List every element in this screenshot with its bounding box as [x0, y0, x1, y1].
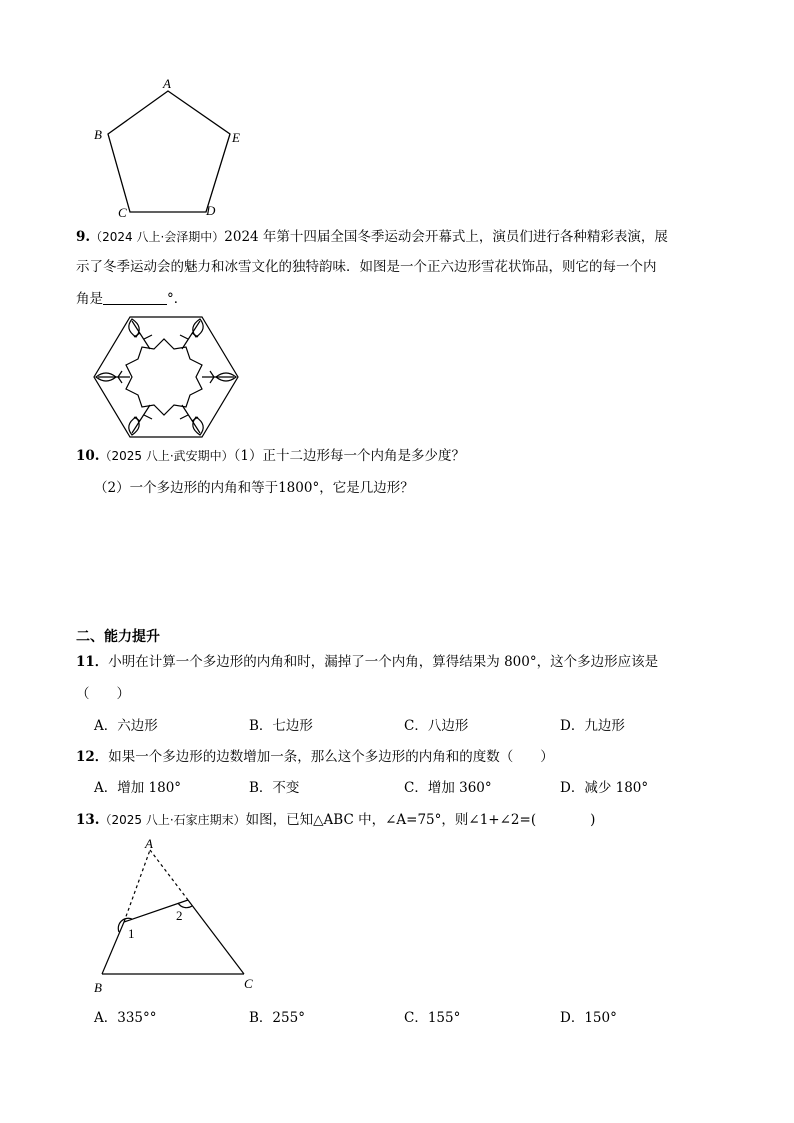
q9-line2 — [76, 257, 657, 277]
q10-part2: （2）一个多边形的内角和等于1800°，它是几边形？ — [94, 480, 414, 496]
q9-line1 — [76, 227, 668, 247]
q9-source: （2024 八上·会泽期中） — [90, 230, 225, 244]
q12-option-c[interactable]: C．增加 360° — [404, 780, 492, 796]
angle-2-arc — [178, 903, 192, 908]
q12-option-a[interactable]: A．增加 180° — [94, 780, 182, 796]
q13-number: 13. — [76, 812, 100, 828]
q13-option-a[interactable]: A．335°° — [94, 1010, 157, 1026]
q11-option-a[interactable]: A．六边形 — [94, 718, 158, 734]
side-bd — [102, 922, 124, 974]
q10-line1 — [76, 446, 465, 466]
label-C: C — [118, 205, 127, 220]
q12-line — [76, 747, 554, 767]
q11-option-d[interactable]: D．九边形 — [560, 718, 625, 734]
answer-blank — [103, 290, 167, 305]
label-E: E — [232, 130, 240, 145]
leaf-bottom-right — [180, 405, 203, 435]
angle-2-label: 2 — [176, 908, 183, 923]
q10-source: （2025 八上·武安期中） — [99, 449, 234, 463]
label-A: A — [163, 76, 171, 91]
dashed-ad — [124, 850, 150, 922]
q13-option-c[interactable]: C．155° — [404, 1010, 461, 1026]
q12-number: 12． — [76, 749, 109, 765]
q11-option-b[interactable]: B．七边形 — [249, 718, 313, 734]
q11-line1 — [76, 652, 658, 672]
star-outline — [126, 339, 202, 415]
q13-option-d[interactable]: D．150° — [560, 1010, 617, 1026]
leaf-bottom-left — [129, 405, 152, 435]
snowflake-hexagon-figure — [92, 313, 240, 441]
side-ec — [188, 900, 244, 974]
q9-text3-pre: 角是 — [76, 291, 103, 307]
q13-text: 如图，已知△ABC 中，∠A=75°，则∠1+∠2=( ) — [245, 812, 596, 828]
triangle-figure — [88, 836, 268, 1000]
q9-text2: 示了冬季运动会的魅力和冰雪文化的独特韵味．如图是一个正六边形雪花状饰品，则它的每一个内 — [76, 259, 657, 275]
q13-line — [76, 810, 595, 830]
q9-text3-post: °． — [167, 291, 188, 307]
q13-source: （2025 八上·石家庄期末） — [99, 813, 246, 827]
q11-text2: （ ） — [76, 686, 130, 702]
leaf-right — [202, 371, 236, 383]
q13-option-b[interactable]: B．255° — [249, 1010, 305, 1026]
label-B: B — [94, 980, 102, 995]
leaf-top-right — [180, 319, 203, 349]
label-B: B — [94, 127, 102, 142]
q10-number: 10. — [76, 448, 100, 464]
dashed-ae — [150, 850, 188, 900]
q9-number: 9. — [76, 229, 91, 245]
leaf-top-left — [129, 319, 152, 349]
q10-part1: （1）正十二边形每一个内角是多少度？ — [233, 448, 466, 464]
q11-number: 11． — [76, 654, 109, 670]
pentagon-shape — [108, 91, 230, 212]
q9-text1: 2024 年第十四届全国冬季运动会开幕式上，演员们进行各种精彩表演，展 — [224, 229, 668, 245]
label-A: A — [145, 836, 153, 851]
label-D: D — [206, 203, 216, 218]
q9-line3 — [76, 289, 187, 309]
angle-1-label: 1 — [128, 926, 135, 941]
q11-option-c[interactable]: C．八边形 — [404, 718, 469, 734]
pentagon-figure — [88, 76, 258, 221]
q12-text: 如果一个多边形的边数增加一条，那么这个多边形的内角和的度数（ ） — [108, 749, 554, 765]
label-C: C — [244, 976, 253, 991]
q12-option-d[interactable]: D．减少 180° — [560, 780, 649, 796]
q12-option-b[interactable]: B．不变 — [249, 780, 300, 796]
q11-text1: 小明在计算一个多边形的内角和时，漏掉了一个内角，算得结果为 800°，这个多边形应该是 — [108, 654, 659, 670]
section-title: 二、能力提升 — [76, 629, 160, 645]
leaf-left — [96, 371, 130, 383]
q10-line2 — [94, 478, 414, 498]
q11-line2 — [76, 684, 130, 704]
